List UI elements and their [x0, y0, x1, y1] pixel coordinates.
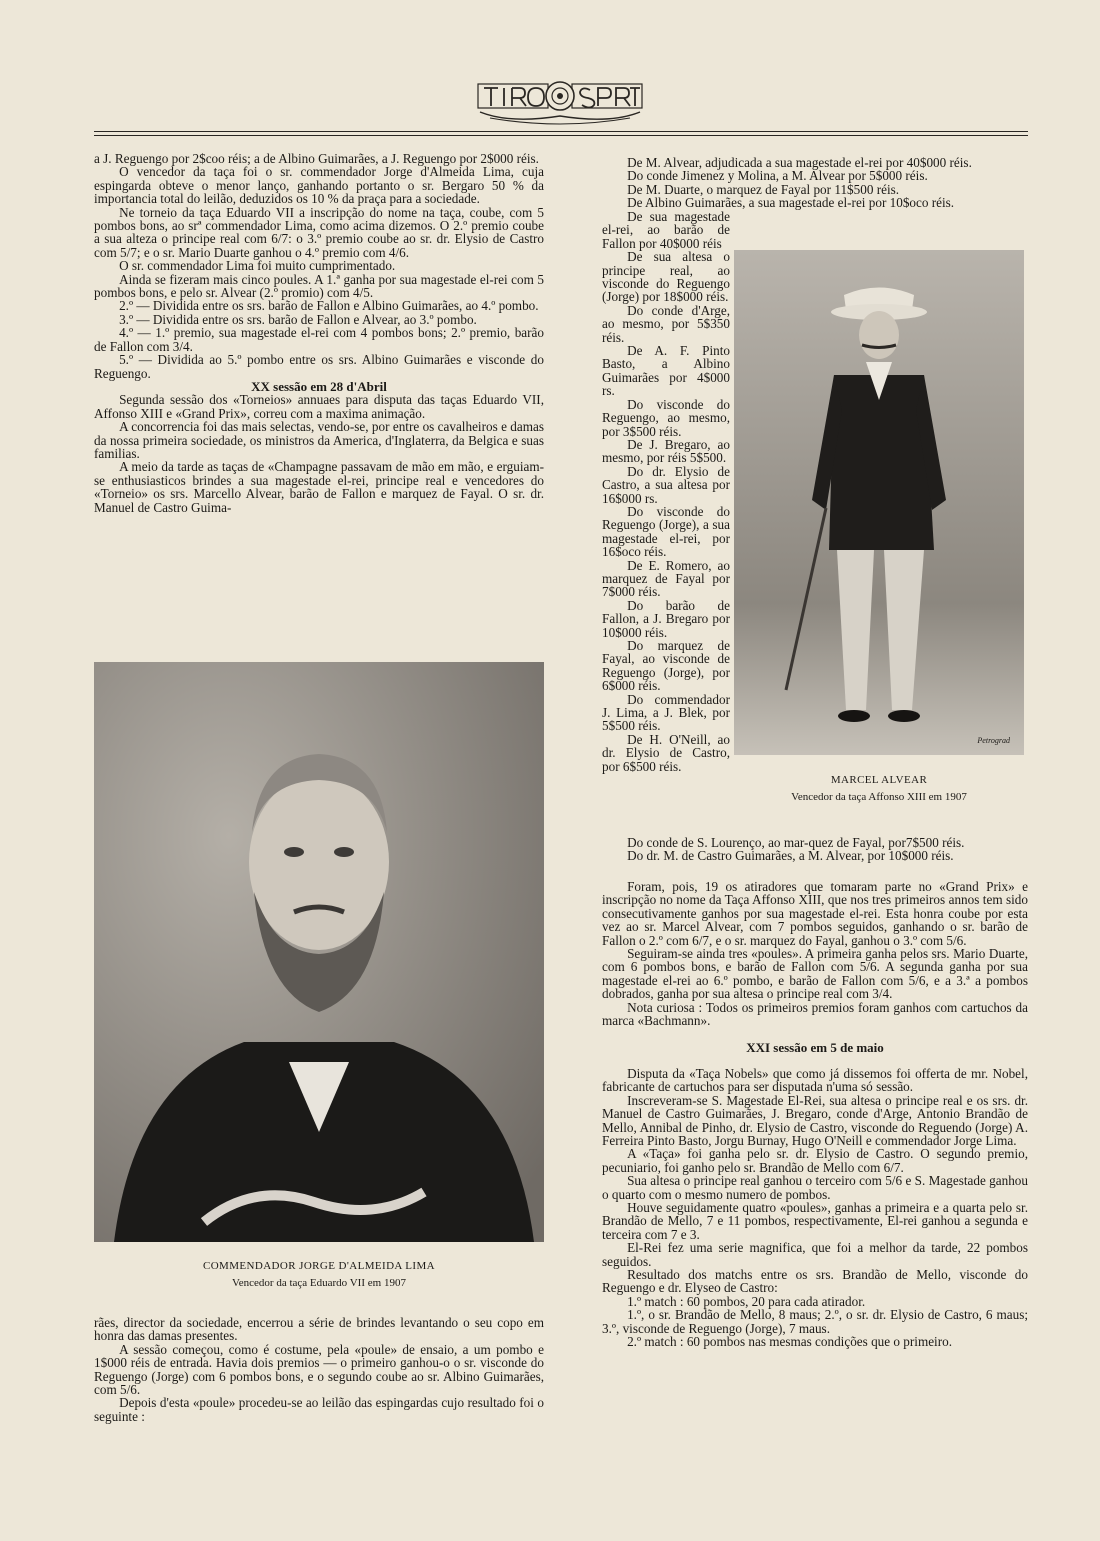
paragraph: Ainda se fizeram mais cinco poules. A 1.ª ganha por sua magestade el-rei com 5 pombos bons, e pelo sr. Alvear (2.º promio) com 4/5. — [94, 271, 544, 301]
masthead-logo — [470, 72, 650, 130]
caption-name: MARCEL ALVEAR — [830, 774, 928, 786]
paragraph: A «Taça» foi ganha pelo sr. dr. Elysio de Castro. O segundo premio, pecuniario, foi ganho pelo sr. Brandão de Mello com 6/7. — [602, 1146, 1028, 1175]
portrait-alvear-image-icon — [734, 250, 1024, 755]
paragraph: Disputa da «Taça Nobels» que como já dissemos foi offerta de mr. Nobel, fabricante de cartuchos para ser disputada n'uma só sessão. — [602, 1065, 1028, 1095]
auction-line: De Albino Guimarães, a sua magestade el-rei por 10$oco réis. — [627, 195, 955, 211]
portrait-alvear — [734, 250, 1024, 755]
paragraph: A meio da tarde as taças de «Champagne passavam de mão em mão, e erguiam-se enthusiasticos brindes a sua magestade el-rei, principe real e vencedores do «Torneio» os srs. Marcello Alvear, barão de Fallon e marquez de Fayal. O sr. dr. Manuel de Castro Guima- — [94, 459, 544, 515]
paragraph: Foram, pois, 19 os atiradores que tomaram parte no «Grand Prix» e inscripção no nome da Taça Affonso XIII, que nos tres primeiros annos tem sido consecutivamente ganhos por sua magestade el-rei. Esta honra coube por esta vez ao sr. Marcel Alvear, com 7 pombos seguidos, ganhando o sr. barão de Fallon o 2.º com 6/7, e o sr. marquez do Fayal, ganhou o 3.º com 5/6. — [602, 879, 1028, 948]
portrait-lima — [94, 662, 544, 1242]
paragraph: Ne torneio da taça Eduardo VII a inscripção do nome na taça, coube, com 5 pombos bons, ao srª commendador Lima, como acima dizemos. O 2.º premio coube a sua alteza o principe real com 6/7: o 3.º premio coube ao sr. dr. Elysio de Castro com 5/7; e o sr. Mario Duarte ganhou o 4.º premio com 4/6. — [94, 204, 544, 260]
paragraph: O vencedor da taça foi o sr. commendador Jorge d'Almeida Lima, cuja espingarda obteve o menor lanço, ganhando portanto o sr. Bergaro 50 % da importancia total do leilão, deduzidos os 10 % da praça para a sociedade. — [94, 164, 544, 207]
caption-name: COMMENDADOR JORGE D'ALMEIDA LIMA — [202, 1260, 436, 1272]
paragraph: Houve seguidamente quatro «poules», ganhas a primeira e a quarta pelo sr. Brandão de Mello, 7 e 11 pombos, respectivamente, El-rei ganhou a segunda e terceira com 7 e 3. — [602, 1199, 1028, 1242]
right-column-bottom — [602, 880, 1028, 1348]
paragraph: Sua altesa o principe real ganhou o terceiro com 5/6 e S. Magestade ganhou o quarto com o mesmo numero de pombos. — [602, 1173, 1028, 1202]
paragraph: O sr. commendador Lima foi muito cumprimentado. — [119, 258, 396, 274]
section-heading-xx: XX sessão em 28 d'Abril — [251, 378, 387, 394]
paragraph: rães, director da sociedade, encerrou a série de brindes levantando o seu copo em honra das damas presentes. — [94, 1315, 544, 1344]
header-rule — [94, 131, 1028, 132]
left-column-top — [94, 152, 544, 514]
paragraph: Resultado dos matchs entre os srs. Brandão de Mello, visconde do Reguengo e dr. Elyseo de Castro: — [602, 1266, 1028, 1296]
auction-line: Do conde Jimenez y Molina, a M. Alvear por 5$000 réis. — [627, 168, 928, 184]
paragraph: a J. Reguengo por 2$coo réis; a de Albino Guimarães, a J. Reguengo por 2$000 réis. — [94, 151, 539, 166]
auction-line: De E. Romero, ao marquez de Fayal por 7$000 réis. — [602, 557, 730, 600]
paragraph: A sessão começou, como é costume, pela «poule» de ensaio, a um pombo e 1$000 réis de entrada. Havia dois premios — o primeiro ganhou-o o sr. visconde do Reguengo (Jorge) com 6 pombos bons, e o segundo coube ao sr. Albino Guimarães, com 5/6. — [94, 1341, 544, 1398]
paragraph: 1.º match : 60 pombos, 20 para cada atirador. — [627, 1293, 866, 1309]
caption-subtitle: Vencedor da taça Eduardo VII em 1907 — [232, 1277, 406, 1289]
auction-line: De J. Bregaro, ao mesmo, por réis 5$500. — [602, 436, 730, 466]
photographer-signature: Petrograd — [977, 736, 1010, 745]
left-column-bottom — [94, 1316, 544, 1423]
masthead-text — [0, 0, 1, 1]
auction-line: Do visconde do Reguengo (Jorge), a sua magestade el-rei, por 16$oco réis. — [602, 503, 730, 560]
section-heading-xxi: XXI sessão em 5 de maio — [746, 1040, 884, 1056]
auction-line: De sua magestade el-rei, ao barão de Fallon por 40$000 réis — [602, 209, 730, 251]
paragraph: 5.º — Dividida ao 5.º pombo entre os srs. Albino Guimarães e visconde do Reguengo. — [94, 352, 544, 381]
right-column-mid — [602, 836, 1038, 863]
auction-line: Do dr. Elysio de Castro, a sua altesa por 16$000 rs. — [602, 463, 730, 506]
paragraph: Inscreveram-se S. Magestade El-Rei, sua altesa o principe real e os srs. dr. Manuel de Castro Guimarães, J. Bregaro, conde d'Arge, Antonio Brandão de Mello, Annibal de Pinho, dr. Elysio de Castro, visconde do Reguendo (Jorge) A. Ferreira Pinto Basto, Jorgu Burnay, Hugo O'Neill e commendador Jorge Lima. — [602, 1092, 1028, 1148]
paragraph: 2.º — Dividida entre os srs. barão de Fallon e Albino Guimarães, ao 4.º pombo. — [119, 298, 539, 314]
paragraph: Seguiram-se ainda tres «poules». A primeira ganha pelos srs. Mario Duarte, com 6 pombos bons, e barão de Fallon com 5/6. A segunda ganha por sua magestade el-rei ao 6.º pombo, e barão de Fallon com 5/6, e a 3.ª a pombos dobrados, ganha por sua altesa o principe real com 3/4. — [602, 946, 1028, 1002]
paragraph: 1.º, o sr. Brandão de Mello, 8 maus; 2.º, o sr. dr. Elysio de Castro, 6 maus; 3.º, visconde de Reguengo (Jorge), 7 maus. — [602, 1307, 1028, 1336]
masthead-emblem-icon — [470, 72, 650, 130]
caption-alvear — [734, 772, 1024, 806]
paragraph: Depois d'esta «poule» procedeu-se ao leilão das espingardas cujo resultado foi o seguinte : — [94, 1395, 544, 1424]
auction-line: Do conde d'Arge, ao mesmo, por 5$350 réis. — [602, 302, 730, 345]
auction-line: De M. Duarte, o marquez de Fayal por 11$500 réis. — [627, 181, 900, 197]
auction-line: De sua altesa o principe real, ao visconde do Reguengo (Jorge) por 18$000 réis. — [602, 249, 730, 305]
paragraph: 2.º match : 60 pombos nas mesmas condições que o primeiro. — [627, 1334, 953, 1349]
auction-line: Do visconde do Reguengo, ao mesmo, por 3$500 réis. — [602, 396, 730, 439]
auction-line: De M. Alvear, adjudicada a sua magestade el-rei por 40$000 réis. — [627, 155, 972, 170]
paragraph: Segunda sessão dos «Torneios» annuaes para disputa das taças Eduardo VII, Affonso XIII e «Grand Prix», correu com a maxima animação. — [94, 392, 544, 421]
paragraph: A concorrencia foi das mais selectas, vendo-se, por entre os cavalheiros e damas da nossa primeira sociedade, os ministros da America, d'Inglaterra, da Belgica e suas familias. — [94, 419, 544, 461]
auction-line: Do conde de S. Lourenço, ao mar-quez de Fayal, por7$500 réis. — [627, 835, 965, 850]
auction-line: Do barão de Fallon, a J. Bregaro por 10$000 réis. — [602, 597, 730, 640]
paragraph: Nota curiosa : Todos os primeiros premios foram ganhos com cartuchos da marca «Bachmann». — [602, 999, 1028, 1029]
paragraph: El-Rei fez uma serie magnifica, que foi a melhor da tarde, 22 pombos seguidos. — [602, 1240, 1028, 1269]
portrait-lima-image-icon — [94, 662, 544, 1242]
auction-line: De A. F. Pinto Basto, a Albino Guimarães por 4$000 rs. — [602, 343, 730, 399]
paragraph: 3.º — Dividida entre os srs. barão de Fallon e Alvear, ao 3.º pombo. — [119, 311, 477, 327]
header-rule-thin — [94, 135, 1028, 136]
auction-line: Do commendador J. Lima, a J. Blek, por 5$500 réis. — [602, 691, 730, 734]
auction-line: Do marquez de Fayal, ao visconde de Reguengo (Jorge), por 6$000 réis. — [602, 638, 730, 694]
auction-line: De H. O'Neill, ao dr. Elysio de Castro, por 6$500 réis. — [602, 731, 730, 774]
auction-line: Do dr. M. de Castro Guimarães, a M. Alvear, por 10$000 réis. — [627, 848, 954, 864]
right-narrow-column — [602, 210, 730, 773]
right-column-top — [602, 156, 1038, 210]
caption-subtitle: Vencedor da taça Affonso XIII em 1907 — [791, 791, 967, 803]
caption-lima — [94, 1258, 544, 1292]
paragraph: 4.º — 1.º premio, sua magestade el-rei com 4 pombos bons; 2.º premio, barão de Fallon com 3/4. — [94, 325, 544, 354]
